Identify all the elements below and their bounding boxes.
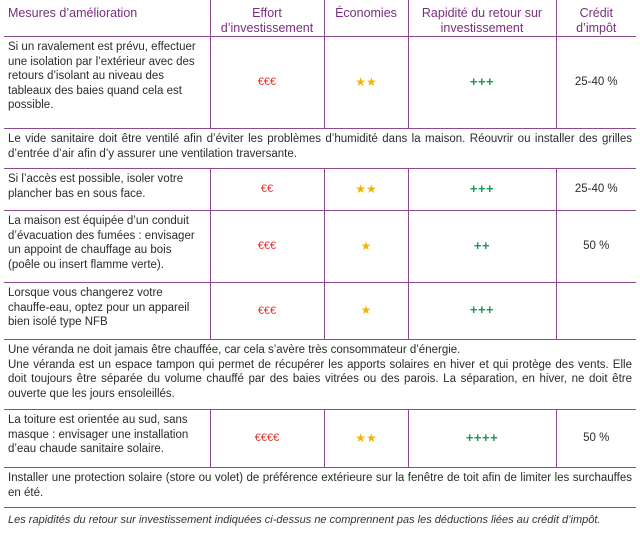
plus-rating: +++ [469,302,495,318]
effort-value [210,37,324,129]
savings-value [324,169,408,211]
header-effort: Effort d’investissement [210,0,324,37]
credit-value: 50 % [556,211,636,283]
header-credit: Crédit d’impôt [556,0,636,37]
row-text-full [4,340,636,410]
footnote: Les rapidités du retour sur investissement indiquées ci-dessus ne comprennent pas les déductions liées au crédit d’impôt. [8,514,601,526]
table-row [4,283,636,340]
effort-value [210,211,324,283]
plus-rating: +++ [469,73,495,89]
row-text: La toiture est orientée au sud, sans masque : envisager une installation d’eau chaude sanitaire solaire. [4,410,210,468]
euro-rating: €€€ [257,76,277,89]
table-row-fullwidth [4,340,636,410]
savings-value [324,211,408,283]
star-rating: ★ [360,303,372,318]
payback-value [408,410,556,468]
euro-rating: €€€ [257,240,277,253]
star-rating: ★★ [355,181,377,196]
payback-value [408,283,556,340]
credit-value: 50 % [556,410,636,468]
header-measures: Mesures d’amélioration [4,0,210,37]
star-rating: ★ [360,238,372,253]
row-text: La maison est équipée d’un conduit d’évacuation des fumées : envisager un appoint de chauffage au bois (poêle ou insert flamme verte). [4,211,210,283]
table-row [4,37,636,129]
row-text-full: Le vide sanitaire doit être ventilé afin d’éviter les problèmes d’humidité dans la maison. Réouvrir ou installer des grilles d’entrée d’air afin d’y assurer une ventilation traversante. [4,129,636,169]
effort-value [210,169,324,211]
credit-value [556,283,636,340]
euro-rating: €€€ [257,304,277,317]
header-payback: Rapidité du retour sur investissement [408,0,556,37]
improvement-table [4,0,636,533]
table-row-fullwidth [4,129,636,169]
row-text: Si l’accès est possible, isoler votre plancher bas en sous face. [4,169,210,211]
plus-rating: +++ [469,180,495,196]
row-text: Lorsque vous changerez votre chauffe-eau, optez pour un appareil bien isolé type NFB [4,283,210,340]
row-text-full: Installer une protection solaire (store ou volet) de préférence extérieure sur la fenêtre de toit afin de limiter les surchauffes en été. [4,468,636,508]
payback-value [408,169,556,211]
euro-rating: €€€€ [254,432,280,445]
effort-value [210,410,324,468]
credit-value: 25-40 % [556,169,636,211]
savings-value [324,410,408,468]
star-rating: ★★ [355,74,377,89]
veranda-line-2: Une véranda est un espace tampon qui permet de récupérer les apports solaires en hiver et qui protège des vents. Elle doit toujours être séparée du volume chauffé par des baies vitrées ou des parois. La séparation, en hiver, ne doit être ouverte que les jours ensoleillés. [8,358,632,400]
plus-rating: ++++ [465,429,499,445]
savings-value [324,37,408,129]
plus-rating: ++ [473,237,491,253]
euro-rating: €€ [260,183,274,196]
footnote-row [4,508,636,533]
table-header-row [4,0,636,37]
table-row-fullwidth [4,468,636,508]
header-savings: Économies [324,0,408,37]
table-row [4,211,636,283]
star-rating: ★★ [355,430,377,445]
row-text: Si un ravalement est prévu, effectuer une isolation par l’extérieur avec des retours d’isolant au niveau des tableaux des baies quand cela est possible. [4,37,210,129]
payback-value [408,37,556,129]
savings-value [324,283,408,340]
table-row [4,169,636,211]
payback-value [408,211,556,283]
table-row [4,410,636,468]
veranda-line-1: Une véranda ne doit jamais être chauffée, car cela s’avère très consommateur d’énergie. [8,344,461,356]
credit-value: 25-40 % [556,37,636,129]
effort-value [210,283,324,340]
